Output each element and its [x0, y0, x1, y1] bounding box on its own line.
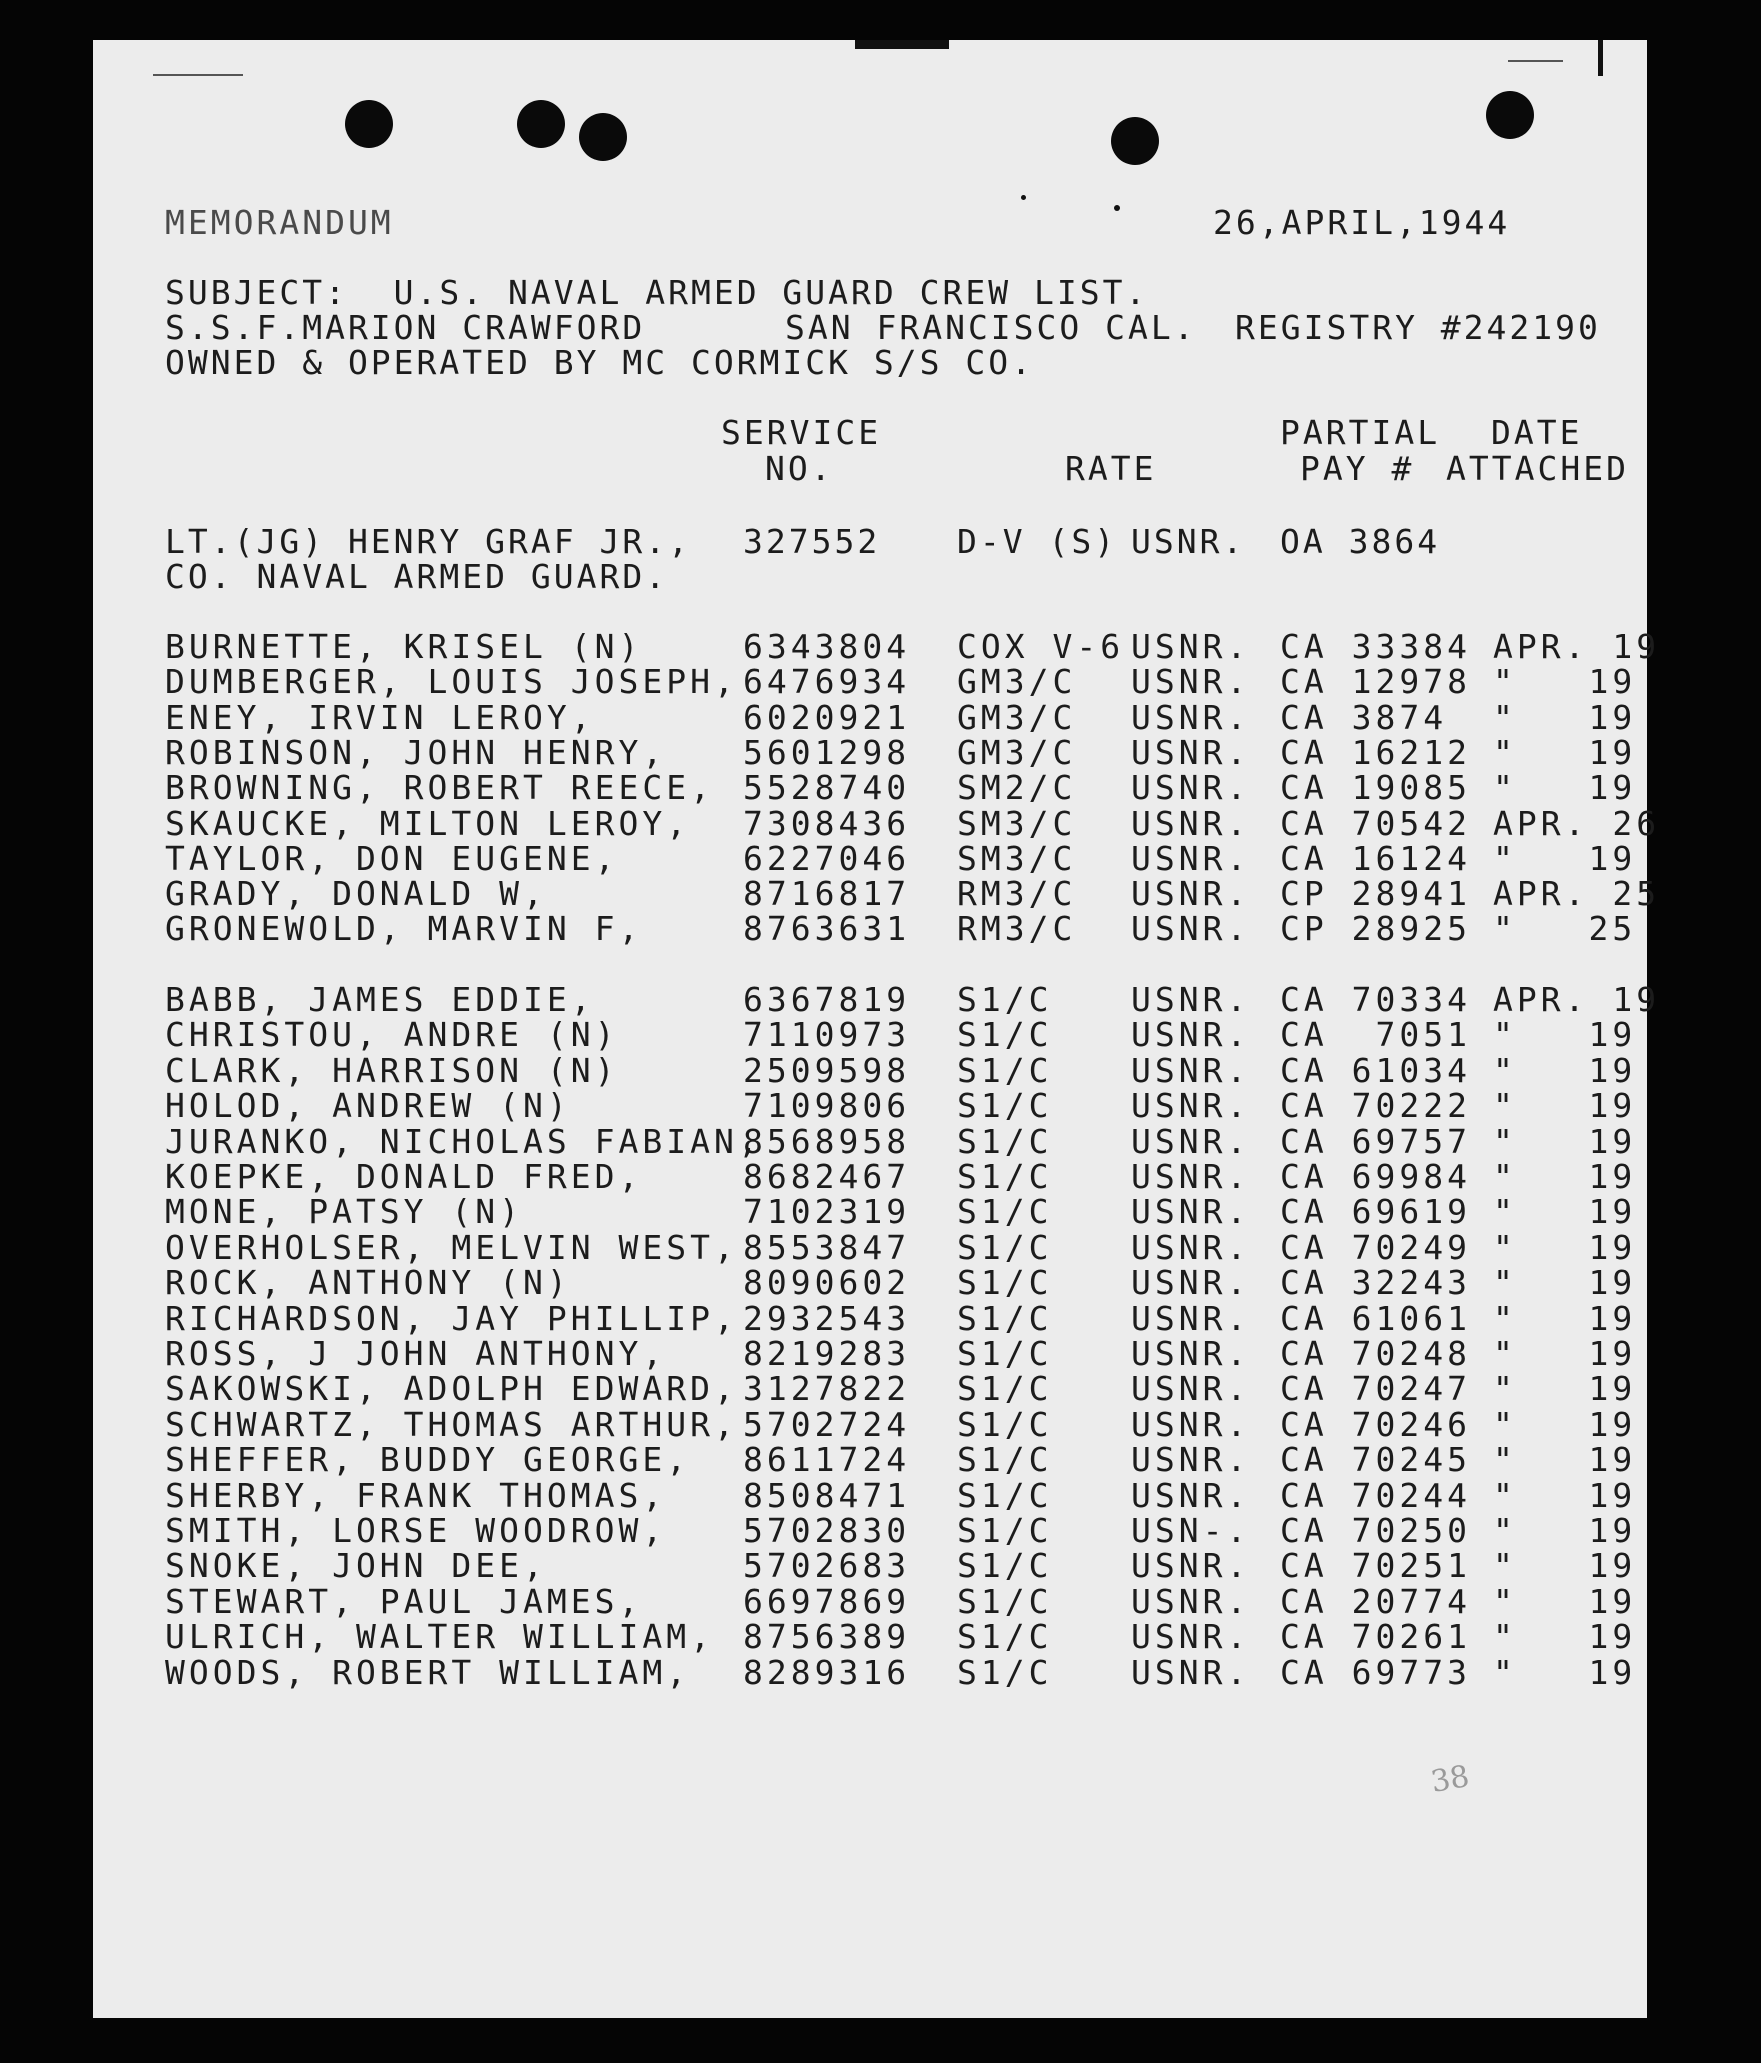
crew-name: MONE, PATSY (N) [165, 1192, 524, 1232]
crew-rate: S1/C [957, 1652, 1053, 1692]
owner-line: OWNED & OPERATED BY MC CORMICK S/S CO. [165, 343, 1034, 382]
crew-partial-pay-no: CA 7051 [1280, 1015, 1471, 1055]
crew-partial-pay-no: CA 3874 [1280, 697, 1448, 737]
punch-hole [579, 113, 627, 161]
crew-partial-pay-no: CA 33384 [1280, 627, 1471, 666]
crew-service-no: 7308436 [743, 803, 911, 843]
crew-date-attached: " 19 [1493, 1475, 1637, 1515]
crew-rate: SM3/C [957, 803, 1077, 843]
crew-branch: USNR. [1131, 1050, 1251, 1090]
crew-name: OVERHOLSER, MELVIN WEST, [165, 1227, 738, 1267]
crew-partial-pay-no: CA 12978 [1280, 662, 1471, 702]
crew-partial-pay-no: CA 70249 [1280, 1227, 1471, 1267]
crew-date-attached: " 19 [1493, 838, 1637, 878]
crew-service-no: 8756389 [743, 1617, 911, 1657]
crew-date-attached: " 19 [1493, 1511, 1637, 1550]
punch-hole [1111, 117, 1159, 165]
punch-hole [345, 100, 393, 148]
crew-branch: USN-. [1131, 1511, 1251, 1550]
crew-service-no: 6227046 [743, 838, 911, 878]
edge-mark [153, 74, 243, 76]
crew-rate: S1/C [957, 1298, 1053, 1338]
crew-partial-pay-no: CP 28925 [1280, 909, 1471, 949]
col-service-header: SERVICE [721, 413, 882, 452]
edge-mark [1598, 40, 1603, 76]
crew-branch: USNR. [1131, 1263, 1251, 1303]
crew-branch: USNR. [1131, 838, 1251, 878]
crew-service-no: 8568958 [743, 1121, 911, 1161]
crew-date-attached: " 19 [1493, 1298, 1637, 1338]
crew-name: ENEY, IRVIN LEROY, [165, 697, 595, 737]
crew-date-attached: APR. 26 [1493, 803, 1661, 843]
crew-date-attached: " 19 [1493, 1050, 1637, 1090]
crew-branch: USNR. [1131, 1086, 1251, 1126]
crew-service-no: 6020921 [743, 697, 911, 737]
crew-partial-pay-no: CA 70244 [1280, 1475, 1471, 1515]
crew-branch: USNR. [1131, 1581, 1251, 1621]
crew-partial-pay-no: CA 69984 [1280, 1157, 1471, 1196]
crew-rate: S1/C [957, 1334, 1053, 1373]
crew-name: ROSS, J JOHN ANTHONY, [165, 1334, 667, 1373]
edge-mark [1508, 60, 1563, 62]
crew-name: ROBINSON, JOHN HENRY, [165, 732, 667, 772]
officer-branch: USNR. [1131, 522, 1246, 561]
crew-partial-pay-no: CA 61034 [1280, 1050, 1471, 1090]
crew-branch: USNR. [1131, 732, 1251, 772]
crew-name: GRADY, DONALD W, [165, 874, 547, 914]
crew-name: KOEPKE, DONALD FRED, [165, 1157, 643, 1196]
crew-rate: S1/C [957, 1121, 1053, 1161]
crew-rate: RM3/C [957, 909, 1077, 949]
crew-service-no: 2509598 [743, 1050, 911, 1090]
memo-heading: MEMORANDUM [165, 203, 394, 242]
crew-date-attached: " 19 [1493, 768, 1637, 808]
crew-service-no: 5528740 [743, 768, 911, 808]
crew-service-no: 8682467 [743, 1157, 911, 1196]
crew-branch: USNR. [1131, 1475, 1251, 1515]
crew-service-no: 8289316 [743, 1652, 911, 1692]
crew-date-attached: " 19 [1493, 1652, 1637, 1692]
pencil-annotation: 38 [1428, 1758, 1472, 1801]
crew-service-no: 8553847 [743, 1227, 911, 1267]
crew-branch: USNR. [1131, 909, 1251, 949]
crew-date-attached: " 19 [1493, 1581, 1637, 1621]
crew-partial-pay-no: CA 70542 [1280, 803, 1471, 843]
crew-service-no: 7110973 [743, 1015, 911, 1055]
speck [1114, 205, 1120, 211]
speck [1021, 195, 1026, 200]
crew-partial-pay-no: CA 70247 [1280, 1369, 1471, 1409]
crew-service-no: 5702683 [743, 1546, 911, 1586]
crew-branch: USNR. [1131, 662, 1251, 702]
crew-service-no: 6476934 [743, 662, 911, 702]
crew-branch: USNR. [1131, 1121, 1251, 1161]
crew-rate: GM3/C [957, 697, 1077, 737]
crew-date-attached: " 19 [1493, 697, 1637, 737]
crew-partial-pay-no: CP 28941 [1280, 874, 1471, 914]
crew-branch: USNR. [1131, 1227, 1251, 1267]
crew-date-attached: " 19 [1493, 1015, 1637, 1055]
crew-rate: S1/C [957, 980, 1053, 1019]
crew-service-no: 8763631 [743, 909, 911, 949]
document-page [93, 40, 1661, 2018]
crew-branch: USNR. [1131, 1157, 1251, 1196]
crew-service-no: 8611724 [743, 1440, 911, 1480]
crew-rate: S1/C [957, 1511, 1053, 1550]
officer-title: CO. NAVAL ARMED GUARD. [165, 557, 669, 596]
crew-date-attached: " 19 [1493, 1227, 1637, 1267]
crew-rate: S1/C [957, 1263, 1053, 1303]
crew-name: SMITH, LORSE WOODROW, [165, 1511, 667, 1550]
col-date-header: ATTACHED [1446, 449, 1629, 488]
crew-partial-pay-no: CA 70222 [1280, 1086, 1471, 1126]
crew-name: GRONEWOLD, MARVIN F, [165, 909, 643, 949]
crew-partial-pay-no: CA 16212 [1280, 732, 1471, 772]
crew-branch: USNR. [1131, 697, 1251, 737]
crew-name: HOLOD, ANDREW (N) [165, 1086, 571, 1126]
crew-branch: USNR. [1131, 1652, 1251, 1692]
crew-service-no: 6367819 [743, 980, 911, 1019]
crew-rate: S1/C [957, 1475, 1053, 1515]
crew-name: ULRICH, WALTER WILLIAM, [165, 1617, 714, 1657]
crew-service-no: 2932543 [743, 1298, 911, 1338]
crew-date-attached: APR. 25 [1493, 874, 1661, 914]
crew-name: BURNETTE, KRISEL (N) [165, 627, 643, 666]
crew-partial-pay-no: CA 70334 [1280, 980, 1471, 1019]
crew-branch: USNR. [1131, 874, 1251, 914]
col-service-header: NO. [765, 449, 834, 488]
crew-partial-pay-no: CA 70245 [1280, 1440, 1471, 1480]
memo-date: 26,APRIL,1944 [1213, 203, 1511, 242]
crew-date-attached: " 19 [1493, 1546, 1637, 1586]
officer-pay-no: OA 3864 [1280, 522, 1441, 561]
crew-service-no: 3127822 [743, 1369, 911, 1409]
crew-date-attached: " 19 [1493, 1157, 1637, 1196]
col-partial-pay-header: PAY # [1300, 449, 1415, 488]
crew-rate: S1/C [957, 1227, 1053, 1267]
crew-partial-pay-no: CA 70246 [1280, 1404, 1471, 1444]
officer-name: LT.(JG) HENRY GRAF JR., [165, 522, 691, 561]
crew-branch: USNR. [1131, 1192, 1251, 1232]
crew-branch: USNR. [1131, 1404, 1251, 1444]
edge-mark [855, 40, 949, 49]
crew-name: SCHWARTZ, THOMAS ARTHUR, [165, 1404, 738, 1444]
memo-subject: SUBJECT: U.S. NAVAL ARMED GUARD CREW LIST. [165, 273, 1149, 312]
crew-rate: S1/C [957, 1157, 1053, 1196]
crew-partial-pay-no: CA 61061 [1280, 1298, 1471, 1338]
col-rate-header: RATE [1065, 449, 1157, 488]
crew-rate: S1/C [957, 1369, 1053, 1409]
crew-branch: USNR. [1131, 1440, 1251, 1480]
crew-branch: USNR. [1131, 980, 1251, 1019]
crew-partial-pay-no: CA 16124 [1280, 838, 1471, 878]
crew-date-attached: " 19 [1493, 1440, 1637, 1480]
crew-date-attached: " 19 [1493, 1192, 1637, 1232]
crew-rate: S1/C [957, 1086, 1053, 1126]
port: SAN FRANCISCO CAL. [785, 308, 1197, 347]
crew-branch: USNR. [1131, 1298, 1251, 1338]
crew-partial-pay-no: CA 69619 [1280, 1192, 1471, 1232]
crew-branch: USNR. [1131, 1015, 1251, 1055]
crew-rate: GM3/C [957, 662, 1077, 702]
crew-rate: RM3/C [957, 874, 1077, 914]
punch-hole [1486, 91, 1534, 139]
crew-service-no: 8716817 [743, 874, 911, 914]
crew-name: SHERBY, FRANK THOMAS, [165, 1475, 667, 1515]
crew-service-no: 7109806 [743, 1086, 911, 1126]
crew-rate: S1/C [957, 1015, 1053, 1055]
crew-service-no: 8219283 [743, 1334, 911, 1373]
crew-name: ROCK, ANTHONY (N) [165, 1263, 571, 1303]
crew-service-no: 5702724 [743, 1404, 911, 1444]
col-date-header: DATE [1491, 413, 1583, 452]
crew-branch: USNR. [1131, 1617, 1251, 1657]
crew-branch: USNR. [1131, 1369, 1251, 1409]
officer-service-no: 327552 [743, 522, 881, 561]
crew-partial-pay-no: CA 19085 [1280, 768, 1471, 808]
crew-date-attached: " 25 [1493, 909, 1637, 949]
crew-date-attached: " 19 [1493, 1121, 1637, 1161]
crew-name: WOODS, ROBERT WILLIAM, [165, 1652, 691, 1692]
crew-date-attached: " 19 [1493, 1334, 1637, 1373]
col-partial-pay-header: PARTIAL [1280, 413, 1441, 452]
crew-date-attached: " 19 [1493, 662, 1637, 702]
crew-rate: S1/C [957, 1440, 1053, 1480]
crew-rate: S1/C [957, 1192, 1053, 1232]
crew-name: STEWART, PAUL JAMES, [165, 1581, 643, 1621]
crew-service-no: 8090602 [743, 1263, 911, 1303]
crew-partial-pay-no: CA 70250 [1280, 1511, 1471, 1550]
crew-service-no: 5601298 [743, 732, 911, 772]
registry: REGISTRY #242190 [1235, 308, 1601, 347]
crew-name: CLARK, HARRISON (N) [165, 1050, 619, 1090]
crew-partial-pay-no: CA 32243 [1280, 1263, 1471, 1303]
crew-date-attached: " 19 [1493, 1086, 1637, 1126]
crew-rate: SM3/C [957, 838, 1077, 878]
crew-partial-pay-no: CA 70251 [1280, 1546, 1471, 1586]
crew-service-no: 6697869 [743, 1581, 911, 1621]
crew-date-attached: " 19 [1493, 732, 1637, 772]
crew-name: SKAUCKE, MILTON LEROY, [165, 803, 691, 843]
ship-name: S.S.F.MARION CRAWFORD [165, 308, 646, 347]
crew-branch: USNR. [1131, 1334, 1251, 1373]
crew-branch: USNR. [1131, 1546, 1251, 1586]
crew-date-attached: APR. 19 [1493, 980, 1661, 1019]
crew-rate: COX V-6 [957, 627, 1125, 666]
crew-rate: GM3/C [957, 732, 1077, 772]
crew-service-no: 7102319 [743, 1192, 911, 1232]
punch-hole [517, 100, 565, 148]
crew-date-attached: " 19 [1493, 1263, 1637, 1303]
crew-name: SHEFFER, BUDDY GEORGE, [165, 1440, 691, 1480]
crew-partial-pay-no: CA 70261 [1280, 1617, 1471, 1657]
crew-name: JURANKO, NICHOLAS FABIAN, [165, 1121, 762, 1161]
crew-name: CHRISTOU, ANDRE (N) [165, 1015, 619, 1055]
crew-rate: S1/C [957, 1050, 1053, 1090]
crew-date-attached: " 19 [1493, 1369, 1637, 1409]
crew-branch: USNR. [1131, 768, 1251, 808]
crew-rate: S1/C [957, 1617, 1053, 1657]
crew-partial-pay-no: CA 69757 [1280, 1121, 1471, 1161]
crew-date-attached: " 19 [1493, 1617, 1637, 1657]
crew-rate: SM2/C [957, 768, 1077, 808]
crew-date-attached: " 19 [1493, 1404, 1637, 1444]
crew-partial-pay-no: CA 69773 [1280, 1652, 1471, 1692]
crew-partial-pay-no: CA 70248 [1280, 1334, 1471, 1373]
crew-rate: S1/C [957, 1404, 1053, 1444]
crew-name: DUMBERGER, LOUIS JOSEPH, [165, 662, 738, 702]
crew-name: RICHARDSON, JAY PHILLIP, [165, 1298, 738, 1338]
crew-partial-pay-no: CA 20774 [1280, 1581, 1471, 1621]
crew-branch: USNR. [1131, 803, 1251, 843]
crew-rate: S1/C [957, 1546, 1053, 1586]
officer-rate: D-V (S) [957, 522, 1118, 561]
crew-name: TAYLOR, DON EUGENE, [165, 838, 619, 878]
crew-name: SAKOWSKI, ADOLPH EDWARD, [165, 1369, 738, 1409]
crew-name: BROWNING, ROBERT REECE, [165, 768, 714, 808]
crew-service-no: 8508471 [743, 1475, 911, 1515]
crew-service-no: 6343804 [743, 627, 911, 666]
crew-name: BABB, JAMES EDDIE, [165, 980, 595, 1019]
crew-service-no: 5702830 [743, 1511, 911, 1550]
crew-date-attached: APR. 19 [1493, 627, 1661, 666]
crew-name: SNOKE, JOHN DEE, [165, 1546, 547, 1586]
crew-branch: USNR. [1131, 627, 1251, 666]
crew-rate: S1/C [957, 1581, 1053, 1621]
